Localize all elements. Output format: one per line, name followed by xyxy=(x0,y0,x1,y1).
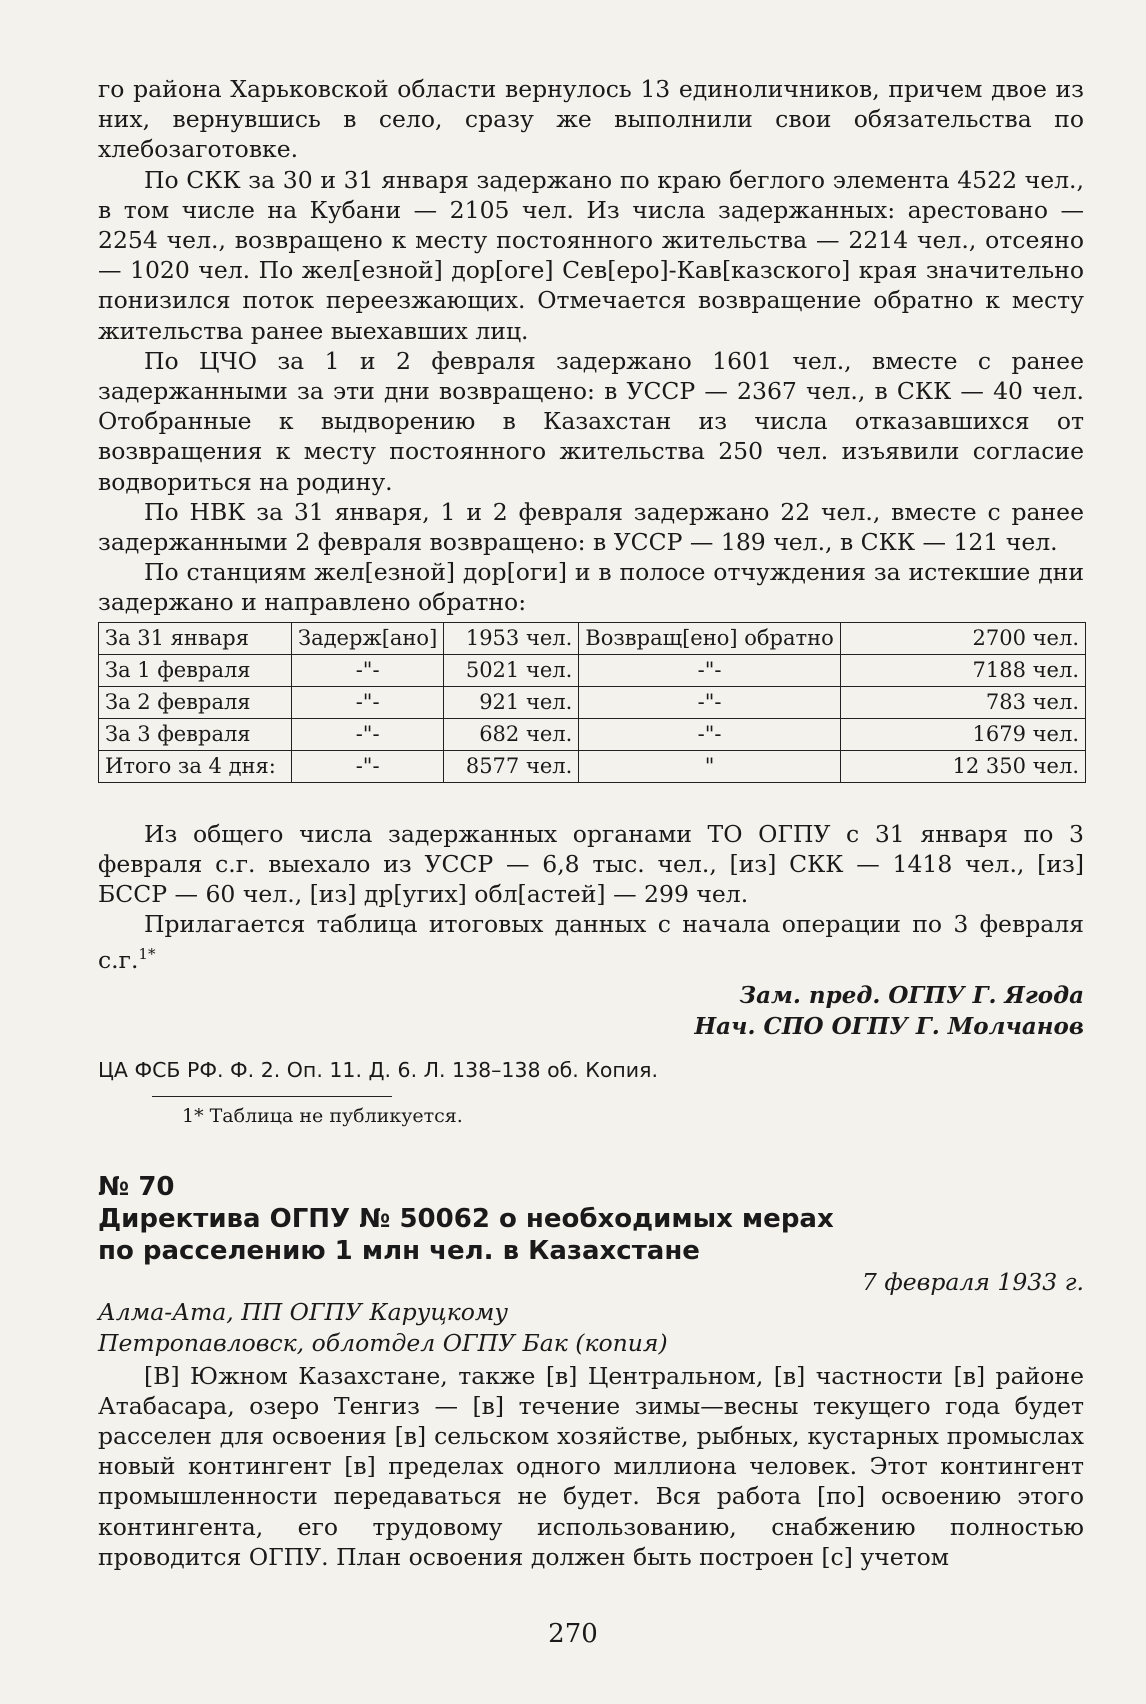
returned-cell: 1679 чел. xyxy=(840,718,1085,750)
footnote-divider xyxy=(152,1096,392,1097)
action-cell: -"- xyxy=(292,718,444,750)
signature-molchanov: Нач. СПО ОГПУ Г. Молчанов xyxy=(694,1012,1084,1040)
footnote: 1* Таблица не публикуется. xyxy=(182,1104,463,1127)
detained-cell: 5021 чел. xyxy=(444,654,579,686)
paragraph-7 xyxy=(98,909,1084,975)
action-cell: -"- xyxy=(292,654,444,686)
directive-body: [В] Южном Казахстане, также [в] Центральном, [в] частности [в] районе Атабасара, озеро Тенгиз — [в] течение зимы—весны текущего года будет расселен для освоения [в] сельском хозяйстве, рыбных, кустарных промыслах новый контингент [в] пределах одного миллиона человек. Этот контингент промышленности передаваться не будет. Вся работа [по] освоению этого контингента, его трудовому использованию, снабжению полностью проводится ОГПУ. План освоения должен быть построен [с] учетом xyxy=(98,1361,1084,1571)
action2-cell: Возвращ[ено] обратно xyxy=(579,622,840,654)
detained-cell: 1953 чел. xyxy=(444,622,579,654)
paragraph-5: По станциям жел[езной] дор[оги] и в полосе отчуждения за истекшие дни задержано и направлено обратно: xyxy=(98,558,1084,617)
paragraph-7-text: Прилагается таблица итоговых данных с начала операции по 3 февраля с.г. xyxy=(98,910,1084,975)
period-cell: За 31 января xyxy=(99,622,292,654)
page-number: 270 xyxy=(548,1619,598,1649)
table-row xyxy=(99,622,1086,654)
table-row xyxy=(99,686,1086,718)
signatures xyxy=(98,980,1084,1042)
detention-table xyxy=(98,622,1086,783)
document-number: № 70 xyxy=(98,1171,175,1202)
returned-cell: 12 350 чел. xyxy=(840,750,1085,782)
addressee-1: Алма-Ата, ПП ОГПУ Каруцкому xyxy=(98,1297,509,1326)
action-cell: Задерж[ано] xyxy=(292,622,444,654)
period-cell: За 2 февраля xyxy=(99,686,292,718)
document-title: Директива ОГПУ № 50062 о необходимых мерах по расселению 1 млн чел. в Казахстане xyxy=(98,1203,834,1266)
returned-cell: 783 чел. xyxy=(840,686,1085,718)
period-cell: За 1 февраля xyxy=(99,654,292,686)
paragraph-3: По ЦЧО за 1 и 2 февраля задержано 1601 чел., вместе с ранее задержанными за эти дни возвращено: в УССР — 2367 чел., в СКК — 40 чел. Отобранные к выдворению в Казахстан из числа отказавшихся от возвращения к месту постоянного жительства 250 чел. изъявили согласие водвориться на родину. xyxy=(98,346,1084,496)
addressee-2: Петропавловск, облотдел ОГПУ Бак (копия) xyxy=(98,1328,668,1357)
period-cell: Итого за 4 дня: xyxy=(99,750,292,782)
detained-cell: 682 чел. xyxy=(444,718,579,750)
archive-source: ЦА ФСБ РФ. Ф. 2. Оп. 11. Д. 6. Л. 138–138 об. Копия. xyxy=(98,1057,658,1082)
returned-cell: 7188 чел. xyxy=(840,654,1085,686)
action2-cell: -"- xyxy=(579,654,840,686)
table-row xyxy=(99,718,1086,750)
action2-cell: " xyxy=(579,750,840,782)
action2-cell: -"- xyxy=(579,686,840,718)
page-body xyxy=(98,74,1084,1572)
footnote-mark: 1* xyxy=(138,945,156,964)
paragraph-4: По НВК за 31 января, 1 и 2 февраля задержано 22 чел., вместе с ранее задержанными 2 февраля возвращено: в УССР — 189 чел., в СКК — 121 чел. xyxy=(98,497,1084,557)
period-cell: За 3 февраля xyxy=(99,718,292,750)
table-row-total xyxy=(99,750,1086,782)
signature-yagoda: Зам. пред. ОГПУ Г. Ягода xyxy=(739,981,1084,1009)
paragraph-2: По СКК за 30 и 31 января задержано по краю беглого элемента 4522 чел., в том числе на Кубани — 2105 чел. Из числа задержанных: арестовано — 2254 чел., возвращено к месту постоянного жительства — 2214 чел., отсеяно — 1020 чел. По жел[езной] дор[оге] Сев[еро]-Кав[казского] края значительно понизился поток переезжающих. Отмечается возвращение обратно к месту жительства ранее выехавших лиц. xyxy=(98,165,1084,345)
table-row xyxy=(99,654,1086,686)
paragraph-6: Из общего числа задержанных органами ТО ОГПУ с 31 января по 3 февраля с.г. выехало из УССР — 6,8 тыс. чел., [из] СКК — 1418 чел., [из] БССР — 60 чел., [из] др[угих] обл[астей] — 299 чел. xyxy=(98,819,1084,909)
action-cell: -"- xyxy=(292,686,444,718)
document-date: 7 февраля 1933 г. xyxy=(861,1267,1084,1296)
paragraph-1: го района Харьковской области вернулось 13 единоличников, причем двое из них, вернувшись в село, сразу же выполнили свои обязательства по хлебозаготовке. xyxy=(98,75,1084,164)
action2-cell: -"- xyxy=(579,718,840,750)
detained-cell: 921 чел. xyxy=(444,686,579,718)
detained-cell: 8577 чел. xyxy=(444,750,579,782)
returned-cell: 2700 чел. xyxy=(840,622,1085,654)
action-cell: -"- xyxy=(292,750,444,782)
